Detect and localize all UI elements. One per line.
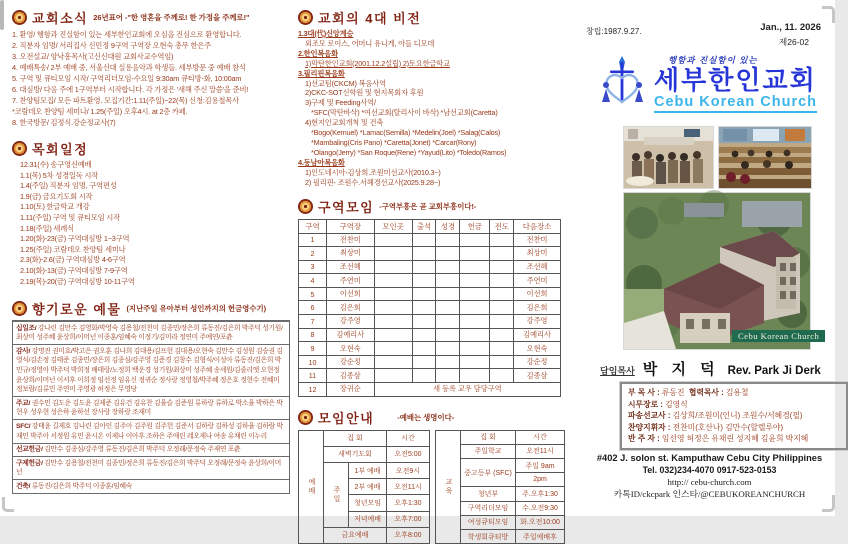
district-number: 11 — [299, 369, 327, 383]
vision-line: 1.3대(代)신앙계승 — [298, 29, 354, 38]
offering-row — [13, 321, 289, 344]
district-leader: 강순정 — [326, 355, 374, 369]
meeting-time: 오후7:00 — [387, 511, 430, 527]
district-place-cell — [374, 369, 412, 383]
staff-name: 류동진 — [661, 388, 685, 397]
col-header-meeting: 집 회 — [324, 430, 387, 446]
meeting-time: 오전11시 — [387, 479, 430, 495]
district-number: 10 — [299, 355, 327, 369]
district-table — [298, 219, 561, 397]
district-row — [299, 355, 561, 369]
church-address-block — [584, 452, 835, 500]
district-offering-cell — [460, 355, 490, 369]
schedule-item: 1.1(목) 5차 성경일독 시작 — [20, 170, 99, 180]
meeting-time: 주일 9am — [516, 459, 565, 473]
district-number: 4 — [299, 274, 327, 288]
district-attendance-cell — [412, 287, 436, 301]
district-attendance-cell — [412, 315, 436, 329]
vision-line: *Olango(Jerry) *San Roque(Rene) *Yayud(Lito) *Toledo(Ramos) — [311, 147, 507, 157]
district-offering-cell — [460, 328, 490, 342]
offering-category: 건축/ — [16, 482, 31, 490]
col-header-time: 시간 — [516, 430, 565, 444]
cover-page — [584, 0, 835, 516]
district-row — [299, 247, 561, 261]
section-title: 향기로운 예물 — [32, 302, 122, 318]
vision-line: 1)막탄한인교회(2001.12.2설립) 2)토요한글학교 — [305, 58, 451, 68]
pastor-name-korean: 박 지 덕 — [642, 361, 720, 378]
offering-category: 구제헌금/ — [16, 459, 43, 467]
staff-name: 임선영 허정은 유채린 성지혜 김윤희 박지혜 — [661, 434, 809, 444]
staff-info-box — [620, 382, 848, 450]
meeting-name: 중고등부 (SFC) — [461, 459, 516, 487]
offering-category: 감사/ — [16, 347, 31, 355]
vision-header — [298, 8, 578, 27]
church-logo — [598, 54, 817, 113]
district-offering-cell — [460, 287, 490, 301]
meeting-name: 새벽기도회 — [324, 446, 387, 462]
district-evangelism-cell — [490, 260, 514, 274]
section-title: 목회일정 — [32, 142, 89, 157]
district-note: 새 등록 교우 담당구역 — [374, 383, 560, 397]
seal-icon — [12, 10, 27, 25]
photo-fellowship — [623, 126, 714, 189]
district-attendance-cell — [412, 342, 436, 356]
offerings-table — [12, 320, 290, 494]
district-place-cell — [374, 260, 412, 274]
education-group-label: 교육 — [436, 430, 461, 544]
district-attendance-cell — [412, 247, 436, 261]
district-number: 5 — [299, 287, 327, 301]
district-place-cell — [374, 342, 412, 356]
district-offering-cell — [460, 260, 490, 274]
offering-names: 강태윤 길제호 김나린 김아인 김주아 김주원 김주헌 김준서 김하랑 김하성 김하율 김하람 박재민 박주아 서정원 유민 윤시온 이제나 이아후 조하은 주애린 레오제나 여송 유채린 이누리 — [16, 422, 283, 440]
district-attendance-cell — [412, 233, 436, 247]
staff-name: 김용철 — [725, 388, 749, 397]
district-row — [299, 274, 561, 288]
page-corner-mark — [2, 497, 14, 512]
district-leader: 오현숙 — [326, 342, 374, 356]
vision-line: 1)인도네시아-김상희.조원미선교사(2010.3~) — [305, 167, 441, 177]
col-header-offering: 헌금 — [460, 219, 490, 233]
church-slogan: 행함과 진실함이 있는 — [668, 55, 758, 65]
offerings-subtitle: (지난주일 유아부터 성인까지의 헌금영수기) — [126, 304, 267, 314]
news-item: 1. 환영/ 행함과 진실함이 있는 세부한인교회에 오심을 진심으로 환영합니다. — [12, 30, 242, 39]
district-leader: 김종삼 — [326, 369, 374, 383]
offering-names: 김만수 김종심/강주영 류동진/김은희 박주덕 오정래/문정숙 주재연 포츈 — [44, 446, 241, 454]
staff-role-label: 협력목사 : — [688, 388, 724, 397]
district-bible-cell — [436, 233, 460, 247]
meeting-name: 저녁예배 — [349, 511, 387, 527]
news-item: 8. 한국방문/ 김정식.강순정교사(7) — [12, 118, 116, 127]
district-bible-cell — [436, 369, 460, 383]
vision-line: *SFC(막탄바삭) *여선교회(탈리사이 바삭) *남선교회(Caretta) — [311, 108, 498, 118]
district-evangelism-cell — [490, 274, 514, 288]
meetings-slogan: -예배는 생명이다- — [397, 412, 455, 422]
staff-role-label: 반 주 자 : — [628, 434, 660, 444]
district-leader: 주연미 — [326, 274, 374, 288]
district-leader: 이선희 — [326, 287, 374, 301]
meeting-info-header — [298, 408, 578, 427]
col-header-time: 시간 — [387, 430, 430, 446]
meeting-name: 주일학교 — [461, 444, 516, 458]
seal-icon — [298, 410, 313, 425]
district-row-12 — [299, 383, 561, 397]
district-leader: 장귀순 — [326, 383, 374, 397]
offering-names: 권수민 김도운 김도윤 김제준 김유건 김유찬 김율슬 김준원 류하랑 류하로 박소율 박하은 박현우 성우현 성은하 윤하선 장사랑 장하랑 조재미 — [16, 399, 283, 417]
staff-name: 김영식 — [665, 399, 688, 409]
district-next-place: 최상미 — [514, 247, 561, 261]
district-bible-cell — [436, 342, 460, 356]
meeting-time: 화.오전10:00 — [516, 515, 565, 529]
district-row — [299, 233, 561, 247]
district-evangelism-cell — [490, 342, 514, 356]
section-title: 교회소식 — [32, 11, 89, 26]
district-place-cell — [374, 328, 412, 342]
senior-pastor-line — [600, 358, 821, 379]
staff-role-label: 찬양지휘자 : — [628, 422, 671, 432]
meeting-name: 청년모임 — [349, 495, 387, 511]
meeting-name: 1부 예배 — [349, 463, 387, 479]
district-place-cell — [374, 233, 412, 247]
meeting-time: 오전9시 — [387, 463, 430, 479]
worship-table — [298, 430, 430, 544]
col-header-next-place: 다음장소 — [514, 219, 561, 233]
pastor-name-english: Rev. Park Ji Derk — [727, 365, 821, 377]
district-evangelism-cell — [490, 287, 514, 301]
worship-group-label: 예배 — [299, 430, 324, 544]
offerings-header — [12, 299, 290, 318]
schedule-item: 2.10(화)-13(금) 구역대심방 7-9구역 — [20, 265, 128, 275]
district-next-place: 조선혜 — [514, 260, 561, 274]
pastor-title-label: 담임목사 — [600, 366, 635, 376]
district-bible-cell — [436, 315, 460, 329]
district-offering-cell — [460, 301, 490, 315]
address-line: 카톡ID/ckcpark 인스타/@CEBUKOREANCHURCH — [613, 489, 806, 499]
news-item: 5. 구역 및 큐티모임 시작/ 구역리더모임-수요일 9:30am 큐티방-화, 10:00am — [12, 74, 242, 83]
vision-line: 3)구제 및 Feeding사역/ — [305, 98, 376, 108]
vision-line: 4.동남아복음화 — [298, 157, 345, 167]
col-header-meeting: 집 회 — [461, 430, 516, 444]
meeting-name: 금요예배 — [324, 527, 387, 543]
district-bible-cell — [436, 260, 460, 274]
district-meeting-header — [298, 197, 578, 216]
vision-line: 외조모 로이스, 어머니 유니게, 아들 디모데 — [305, 38, 435, 48]
district-bible-cell — [436, 274, 460, 288]
district-place-cell — [374, 315, 412, 329]
district-number: 3 — [299, 260, 327, 274]
district-next-place: 이선희 — [514, 287, 561, 301]
district-leader: 김은희 — [326, 301, 374, 315]
district-place-cell — [374, 274, 412, 288]
meeting-name: 청년부 — [461, 487, 516, 501]
offering-row — [13, 456, 289, 479]
schedule-item: 1.25(주일) 코람데오 찬양팀 세미나 — [20, 244, 126, 254]
meeting-name: 구역리더모임 — [461, 501, 516, 515]
district-bible-cell — [436, 355, 460, 369]
district-evangelism-cell — [490, 328, 514, 342]
district-next-place: 오현숙 — [514, 342, 561, 356]
district-number: 6 — [299, 301, 327, 315]
church-news-header — [12, 8, 290, 27]
church-logo-icon — [598, 54, 648, 110]
district-attendance-cell — [412, 274, 436, 288]
staff-row — [628, 410, 840, 422]
staff-name: 전찬미(호산나) 김만수(할렐루야) — [672, 422, 784, 432]
district-number: 9 — [299, 342, 327, 356]
vision-line: 4)현지인교회개척 및 건축 — [305, 118, 384, 128]
vision-line: 2) 필리핀- 조원수.서혜경선교사(2025.9.28~) — [305, 177, 441, 187]
district-place-cell — [374, 301, 412, 315]
district-offering-cell — [460, 342, 490, 356]
offering-category: 십일조/ — [16, 324, 37, 332]
schedule-item: 1.4(주일) 직분자 임명, 구역편성 — [20, 181, 117, 191]
district-offering-cell — [460, 247, 490, 261]
staff-row — [628, 387, 840, 399]
schedule-item: 12.31(수) 송구영신예배 — [20, 160, 92, 169]
district-number: 12 — [299, 383, 327, 397]
district-row — [299, 369, 561, 383]
district-table-header-row — [299, 219, 561, 233]
year-motto: 26년표어 -"한 영혼을 주께로! 한 가정을 주께로!" — [93, 13, 250, 22]
founded-date: 창립:1987.9.27. — [586, 27, 642, 36]
news-item: 3. 오전설교/ 양낙흥목사(고신신대원 교회사교수역임) — [12, 52, 174, 61]
offering-row — [13, 396, 289, 419]
district-next-place: 강순정 — [514, 355, 561, 369]
meeting-name: 2부 예배 — [349, 479, 387, 495]
photo-row — [623, 126, 812, 189]
district-bible-cell — [436, 301, 460, 315]
building-photo-caption: Cebu Korean Church — [732, 330, 825, 342]
district-row — [299, 260, 561, 274]
meeting-time: 오전5:00 — [387, 446, 430, 462]
vision-line: 2.한인복음화 — [298, 48, 338, 58]
schedule-item: 2.3(화)-2.6(금) 구역대심방 4-6구역 — [20, 255, 126, 265]
district-next-place: 강주영 — [514, 315, 561, 329]
district-offering-cell — [460, 369, 490, 383]
district-leader: 김예리사 — [326, 328, 374, 342]
district-bible-cell — [436, 287, 460, 301]
schedule-item: 1.18(주일) 세례식 — [20, 223, 74, 233]
photo-church-building — [623, 192, 811, 350]
seal-icon — [12, 141, 27, 156]
district-offering-cell — [460, 233, 490, 247]
news-item: 4. 예배특송/ 2부 예배 중, 서울신대 실용음악과 학생들. 세부방문 중 예배 참석 — [12, 63, 246, 72]
news-item: 7. 찬양팀모집/ 모든 파트환영. 모집기간:1.11(주일)~22(목) 신청:김용철목사 *코람데오 찬양팀 세미나/ 1.25(주일) 오후4시. at 2층 카페. — [12, 96, 239, 116]
district-attendance-cell — [412, 260, 436, 274]
district-leader: 강주영 — [326, 315, 374, 329]
meeting-time: 수.오전9:30 — [516, 501, 565, 515]
staff-role-label: 부 목 사 : — [628, 388, 660, 397]
col-header-bible: 성경 — [436, 219, 460, 233]
offering-category: SFC/ — [16, 422, 31, 430]
staff-role-label: 시무장로 : — [628, 399, 663, 409]
left-column — [12, 8, 290, 494]
district-next-place: 김종삼 — [514, 369, 561, 383]
district-attendance-cell — [412, 355, 436, 369]
district-evangelism-cell — [490, 315, 514, 329]
district-evangelism-cell — [490, 369, 514, 383]
schedule-item: 1.11(주일) 구역 및 큐티모임 시작 — [20, 212, 120, 222]
section-title: 교회의 4대 비전 — [318, 11, 422, 26]
schedule-item: 1.10(토) 한글학교 개강 — [20, 202, 90, 212]
photo-worship-service — [718, 126, 812, 189]
meeting-time: 오후1:30 — [387, 495, 430, 511]
offering-names: 강나린 김만수 김영화/박영숙 김용철/전천미 김종민/장은희 류동진/김은희 박주덕 성기원/최상미 성주혜 윤상희/이머넌 이종훈/임혜숙 이정기/김미라 정연미 주예연/포츈 — [16, 324, 283, 342]
offering-row — [13, 479, 289, 493]
news-item: 6. 대심방/ 다음 주에 1구역부터 시작합니다. 각 가정은 '새해 주신 말씀'을 준비! — [12, 85, 249, 94]
staff-row — [628, 399, 840, 411]
district-evangelism-cell — [490, 233, 514, 247]
district-bible-cell — [436, 247, 460, 261]
district-row — [299, 301, 561, 315]
district-evangelism-cell — [490, 355, 514, 369]
vision-line: *Mambaling(Cris Pano) *Caretta(Jonet) *Carcar(Rony) — [311, 137, 477, 147]
sunday-group-label: 주일 — [324, 463, 349, 528]
vision-line: 2)CKC-SOT신학원 및 현지목회자 후원 — [305, 88, 424, 98]
district-row — [299, 315, 561, 329]
church-news-list — [12, 29, 290, 128]
col-header-evangelism: 전도 — [490, 219, 514, 233]
offering-row — [13, 419, 289, 442]
meeting-time: 주일예배후 — [516, 529, 565, 543]
col-header-district: 구역 — [299, 219, 327, 233]
offering-row — [13, 443, 289, 457]
col-header-leader: 구역장 — [326, 219, 374, 233]
district-place-cell — [374, 355, 412, 369]
district-row — [299, 287, 561, 301]
bulletin-date: Jan., 11. 2026 — [760, 22, 821, 33]
church-name-english: Cebu Korean Church — [654, 94, 817, 113]
schedule-item: 1.20(화)-23(금) 구역대심방 1~3구역 — [20, 234, 130, 244]
district-next-place: 전찬미 — [514, 233, 561, 247]
seal-icon — [298, 10, 313, 25]
meeting-time: 2pm — [516, 473, 565, 487]
district-next-place: 주연미 — [514, 274, 561, 288]
district-next-place: 김은희 — [514, 301, 561, 315]
staff-row — [628, 422, 840, 434]
vision-line: *Bogo(Kemuel) *Lamac(Semilla) *Medelin(Joel) *Salag(Calos) — [311, 128, 501, 138]
schedule-item: 1.9(금) 금요기도회 시작 — [20, 191, 93, 201]
district-leader: 최상미 — [326, 247, 374, 261]
district-place-cell — [374, 247, 412, 261]
seal-icon — [298, 199, 313, 214]
staff-row — [628, 433, 840, 445]
meeting-time: 오전11시 — [516, 444, 565, 458]
district-number: 7 — [299, 315, 327, 329]
offering-names: 강명진 권미호/박고은 권오훈 김나희 김대용/김프헌 김대용/오현숙 김만수 김성원 김승권 김영식/김손정 김태준 김종민/장은희 김종심/강주영 김준경 김창수 김형식/이성아 류동진/김은희 박민규/정영아 박주덕 박희정 배태랑/노정희 백운경 성기원/최상미 성주혜 송세원/김줄리엣 오현정 윤상희/이머넌 이서후 이희정 임선정 임유신 정귀순 정사랑 정영철/박주혜 정은호 정현수 전혜미 정보람/김류민 주연미 주영광 허정은 무영당 — [16, 347, 283, 394]
district-number: 8 — [299, 328, 327, 342]
offering-category: 주교/ — [16, 399, 31, 407]
district-row — [299, 342, 561, 356]
meeting-name: 학생회큐티방 — [461, 529, 516, 543]
district-evangelism-cell — [490, 247, 514, 261]
staff-name: 김상희/조원미(인니) 조원수/서혜경(필) — [672, 411, 803, 421]
bulletin-issue-number: 제26-02 — [779, 37, 809, 47]
district-bible-cell — [436, 328, 460, 342]
district-leader: 전찬미 — [326, 233, 374, 247]
staff-role-label: 파송선교사 : — [628, 411, 671, 421]
seal-icon — [12, 301, 27, 316]
middle-column — [298, 8, 578, 544]
page-corner-mark — [0, 0, 4, 30]
ministry-schedule-list — [12, 160, 290, 287]
district-offering-cell — [460, 274, 490, 288]
district-attendance-cell — [412, 328, 436, 342]
education-table — [435, 430, 565, 544]
vision-list — [298, 29, 578, 188]
address-line: #402 J. solon st. Kamputhaw Cebu City Philippines — [596, 453, 823, 463]
district-attendance-cell — [412, 301, 436, 315]
district-place-cell — [374, 287, 412, 301]
news-item: 2. 직분자 임명/ 서리집사 신민정 9구역 구역장 오현숙 총무 한은주 — [12, 41, 212, 50]
meeting-time: 오후8:00 — [387, 527, 430, 543]
section-title: 구역모임 — [318, 199, 375, 215]
district-leader: 조선혜 — [326, 260, 374, 274]
schedule-item: 2.19(목)-20(금) 구역대심방 10-11구역 — [20, 276, 135, 286]
address-line: Tel. 032)234-4070 0917-523-0153 — [642, 465, 777, 475]
vision-line: 1)선교팀(CKCM) 복음사역 — [305, 78, 387, 88]
offering-names: 류동진/김은희 박주덕 이종훈/임혜숙 — [31, 482, 133, 490]
ministry-schedule-header — [12, 139, 290, 158]
vision-line: 3.필리핀복음화 — [298, 68, 345, 78]
section-title: 모임안내 — [318, 410, 375, 426]
district-next-place: 김예리사 — [514, 328, 561, 342]
district-slogan: -구역부흥은 곧 교회부흥이다!- — [379, 201, 477, 211]
offering-names: 김만수 김용철/전천미 김종민/정은희 류동진/김은희 박주덕 오정래/문정숙 윤상희/이머넌 — [16, 459, 282, 477]
offering-category: 선교헌금/ — [16, 446, 43, 454]
district-number: 2 — [299, 247, 327, 261]
offering-row — [13, 344, 289, 396]
col-header-place: 모인곳 — [374, 219, 412, 233]
district-evangelism-cell — [490, 301, 514, 315]
district-number: 1 — [299, 233, 327, 247]
address-line: http:// cebu-church.com — [667, 477, 752, 487]
district-offering-cell — [460, 315, 490, 329]
meeting-time: 주.오후1:30 — [516, 487, 565, 501]
col-header-attendance: 출석 — [412, 219, 436, 233]
district-attendance-cell — [412, 369, 436, 383]
district-row — [299, 328, 561, 342]
church-name-korean: 세부한인교회 — [654, 65, 817, 95]
meeting-name: 여성큐티모임 — [461, 515, 516, 529]
